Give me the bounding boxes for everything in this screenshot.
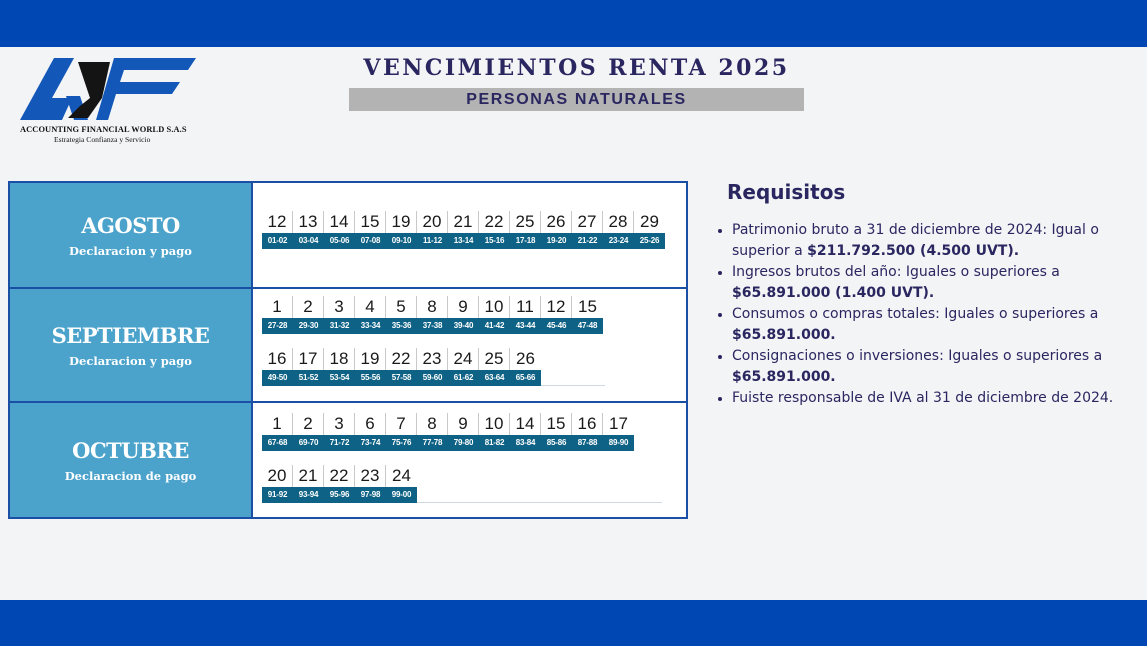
due-day: 3 — [324, 296, 355, 318]
date-line — [262, 465, 417, 503]
due-day: 25 — [479, 348, 510, 370]
nit-digits: 85-86 — [541, 435, 572, 451]
calendar-row-agosto — [10, 183, 686, 289]
due-day: 25 — [510, 211, 541, 233]
nit-digits: 01-02 — [262, 233, 293, 249]
date-cell — [417, 296, 448, 334]
nit-digits: 35-36 — [386, 318, 417, 334]
calendar-row-octubre — [10, 403, 686, 517]
nit-digits: 95-96 — [324, 487, 355, 503]
requisito-amount: $65.891.000. — [732, 327, 836, 343]
nit-digits: 45-46 — [541, 318, 572, 334]
requisito-text: Ingresos brutos del año: Iguales o superiores a — [732, 264, 1060, 280]
date-line — [262, 296, 603, 334]
date-cell — [262, 465, 293, 503]
nit-digits: 29-30 — [293, 318, 324, 334]
due-day: 3 — [324, 413, 355, 435]
date-cell — [262, 296, 293, 334]
due-day: 13 — [293, 211, 324, 233]
date-cell — [603, 413, 634, 451]
requisito-item — [732, 388, 1142, 409]
date-cell — [448, 348, 479, 386]
due-day: 2 — [293, 413, 324, 435]
due-day: 8 — [417, 413, 448, 435]
nit-digits: 15-16 — [479, 233, 510, 249]
requisitos-list — [715, 220, 1142, 409]
date-cell — [386, 348, 417, 386]
due-day: 20 — [262, 465, 293, 487]
nit-digits: 63-64 — [479, 370, 510, 386]
due-day: 11 — [510, 296, 541, 318]
due-day: 24 — [448, 348, 479, 370]
nit-digits: 09-10 — [386, 233, 417, 249]
nit-digits: 81-82 — [479, 435, 510, 451]
date-cell — [293, 296, 324, 334]
date-cell — [324, 296, 355, 334]
requisito-amount: $65.891.000. — [732, 369, 836, 385]
nit-digits: 67-68 — [262, 435, 293, 451]
nit-digits: 11-12 — [417, 233, 448, 249]
nit-digits: 51-52 — [293, 370, 324, 386]
month-cell — [10, 289, 253, 401]
nit-digits: 47-48 — [572, 318, 603, 334]
due-day: 15 — [541, 413, 572, 435]
month-subtitle: Declaracion de pago — [64, 468, 197, 483]
date-cell — [386, 296, 417, 334]
due-day: 21 — [448, 211, 479, 233]
due-day: 12 — [262, 211, 293, 233]
due-day: 5 — [386, 296, 417, 318]
page-title: VENCIMIENTOS RENTA 2025 — [363, 55, 790, 81]
requisito-item — [732, 262, 1142, 304]
due-day: 19 — [386, 211, 417, 233]
requisito-text: Consignaciones o inversiones: Iguales o superiores a — [732, 348, 1103, 364]
nit-digits: 23-24 — [603, 233, 634, 249]
date-cell — [510, 211, 541, 249]
date-cell — [417, 211, 448, 249]
due-day: 29 — [640, 212, 659, 231]
due-day: 27 — [572, 211, 603, 233]
nit-digits: 57-58 — [386, 370, 417, 386]
afw-logo-mark — [18, 54, 200, 122]
date-cell — [541, 296, 572, 334]
date-cell — [293, 465, 324, 503]
nit-digits: 91-92 — [262, 487, 293, 503]
date-line — [262, 211, 665, 249]
date-cell — [417, 348, 448, 386]
month-name: OCTUBRE — [72, 437, 189, 463]
requisito-item — [732, 304, 1142, 346]
date-cell — [355, 413, 386, 451]
due-day: 26 — [516, 349, 535, 368]
month-subtitle: Declaracion y pago — [69, 243, 192, 258]
due-day: 17 — [609, 414, 628, 433]
nit-digits: 73-74 — [355, 435, 386, 451]
date-cell — [541, 211, 572, 249]
date-cell — [510, 413, 541, 451]
due-day: 14 — [510, 413, 541, 435]
nit-digits: 75-76 — [386, 435, 417, 451]
due-day: 16 — [572, 413, 603, 435]
due-day: 10 — [479, 296, 510, 318]
due-day: 4 — [355, 296, 386, 318]
due-day: 8 — [417, 296, 448, 318]
nit-digits: 31-32 — [324, 318, 355, 334]
bottom-band — [0, 600, 1147, 646]
requisito-text: Fuiste responsable de IVA al 31 de diciembre de 2024. — [732, 390, 1114, 406]
nit-digits: 89-90 — [603, 435, 634, 451]
nit-digits: 43-44 — [510, 318, 541, 334]
due-day: 7 — [386, 413, 417, 435]
date-cell — [355, 211, 386, 249]
nit-digits: 71-72 — [324, 435, 355, 451]
date-cell — [262, 211, 293, 249]
calendar-row-septiembre — [10, 289, 686, 403]
date-cell — [324, 465, 355, 503]
due-day: 6 — [355, 413, 386, 435]
date-line — [262, 348, 541, 386]
due-day: 18 — [324, 348, 355, 370]
due-day: 24 — [392, 466, 411, 485]
nit-digits: 17-18 — [510, 233, 541, 249]
company-logo — [18, 54, 203, 149]
nit-digits: 99-00 — [386, 487, 417, 503]
nit-digits: 93-94 — [293, 487, 324, 503]
date-cell — [448, 211, 479, 249]
strip-tail-line — [541, 385, 605, 386]
nit-digits: 79-80 — [448, 435, 479, 451]
date-cell — [324, 211, 355, 249]
due-day: 23 — [355, 465, 386, 487]
due-day: 9 — [448, 413, 479, 435]
due-day: 22 — [479, 211, 510, 233]
date-cell — [510, 348, 541, 386]
date-cell — [572, 413, 603, 451]
nit-digits: 65-66 — [510, 370, 541, 386]
nit-digits: 53-54 — [324, 370, 355, 386]
due-day: 22 — [324, 465, 355, 487]
month-name: SEPTIEMBRE — [51, 322, 210, 348]
nit-digits: 41-42 — [479, 318, 510, 334]
due-day: 21 — [293, 465, 324, 487]
requisito-item — [732, 346, 1142, 388]
date-cell — [262, 348, 293, 386]
date-cell — [510, 296, 541, 334]
due-day: 1 — [262, 413, 293, 435]
month-cell — [10, 403, 253, 517]
nit-digits: 05-06 — [324, 233, 355, 249]
date-cell — [293, 211, 324, 249]
due-day: 26 — [541, 211, 572, 233]
nit-digits: 59-60 — [417, 370, 448, 386]
nit-digits: 61-62 — [448, 370, 479, 386]
nit-digits: 07-08 — [355, 233, 386, 249]
calendar-table — [8, 181, 688, 519]
date-line — [262, 413, 634, 451]
due-day: 19 — [355, 348, 386, 370]
due-day: 10 — [479, 413, 510, 435]
nit-digits: 33-34 — [355, 318, 386, 334]
date-cell — [355, 296, 386, 334]
date-cell — [355, 348, 386, 386]
nit-digits: 97-98 — [355, 487, 386, 503]
date-cell — [386, 413, 417, 451]
nit-digits: 49-50 — [262, 370, 293, 386]
nit-digits: 55-56 — [355, 370, 386, 386]
date-cell — [572, 296, 603, 334]
nit-digits: 39-40 — [448, 318, 479, 334]
nit-digits: 19-20 — [541, 233, 572, 249]
date-cell — [386, 211, 417, 249]
month-cell — [10, 183, 253, 287]
due-day: 12 — [541, 296, 572, 318]
nit-digits: 13-14 — [448, 233, 479, 249]
date-cell — [448, 413, 479, 451]
month-name: AGOSTO — [81, 212, 180, 238]
due-day: 23 — [417, 348, 448, 370]
nit-digits: 21-22 — [572, 233, 603, 249]
date-cell — [293, 413, 324, 451]
date-cell — [417, 413, 448, 451]
strip-tail-line — [417, 502, 662, 503]
nit-digits: 27-28 — [262, 318, 293, 334]
due-day: 1 — [262, 296, 293, 318]
due-day: 22 — [386, 348, 417, 370]
due-day: 9 — [448, 296, 479, 318]
date-cell — [324, 413, 355, 451]
requisitos-title: Requisitos — [727, 180, 846, 204]
date-cell — [634, 211, 665, 249]
nit-digits: 83-84 — [510, 435, 541, 451]
logo-slogan: Estrategia Confianza y Servicio — [54, 135, 151, 144]
requisito-amount: $65.891.000 (1.400 UVT). — [732, 285, 935, 301]
date-cell — [479, 211, 510, 249]
due-day: 15 — [578, 297, 597, 316]
nit-digits: 87-88 — [572, 435, 603, 451]
date-cell — [572, 211, 603, 249]
due-day: 20 — [417, 211, 448, 233]
date-cell — [355, 465, 386, 503]
nit-digits: 03-04 — [293, 233, 324, 249]
due-day: 17 — [293, 348, 324, 370]
due-day: 2 — [293, 296, 324, 318]
due-day: 14 — [324, 211, 355, 233]
top-band — [0, 0, 1147, 47]
due-day: 15 — [355, 211, 386, 233]
nit-digits: 25-26 — [634, 233, 665, 249]
date-cell — [324, 348, 355, 386]
month-subtitle: Declaracion y pago — [69, 353, 192, 368]
nit-digits: 69-70 — [293, 435, 324, 451]
date-cell — [293, 348, 324, 386]
date-cell — [541, 413, 572, 451]
date-cell — [479, 348, 510, 386]
due-day: 16 — [262, 348, 293, 370]
requisito-item — [732, 220, 1142, 262]
due-day: 28 — [603, 211, 634, 233]
requisito-text: Patrimonio bruto a 31 de diciembre de 2024: Igual o superior a — [732, 222, 1099, 259]
date-cell — [386, 465, 417, 503]
requisito-amount: $211.792.500 (4.500 UVT). — [807, 243, 1020, 259]
date-cell — [448, 296, 479, 334]
date-cell — [262, 413, 293, 451]
page-subtitle: PERSONAS NATURALES — [349, 88, 804, 111]
requisito-text: Consumos o compras totales: Iguales o superiores a — [732, 306, 1099, 322]
date-cell — [479, 413, 510, 451]
logo-company-name: ACCOUNTING FINANCIAL WORLD S.A.S — [20, 125, 187, 134]
date-cell — [479, 296, 510, 334]
nit-digits: 77-78 — [417, 435, 448, 451]
nit-digits: 37-38 — [417, 318, 448, 334]
date-cell — [603, 211, 634, 249]
